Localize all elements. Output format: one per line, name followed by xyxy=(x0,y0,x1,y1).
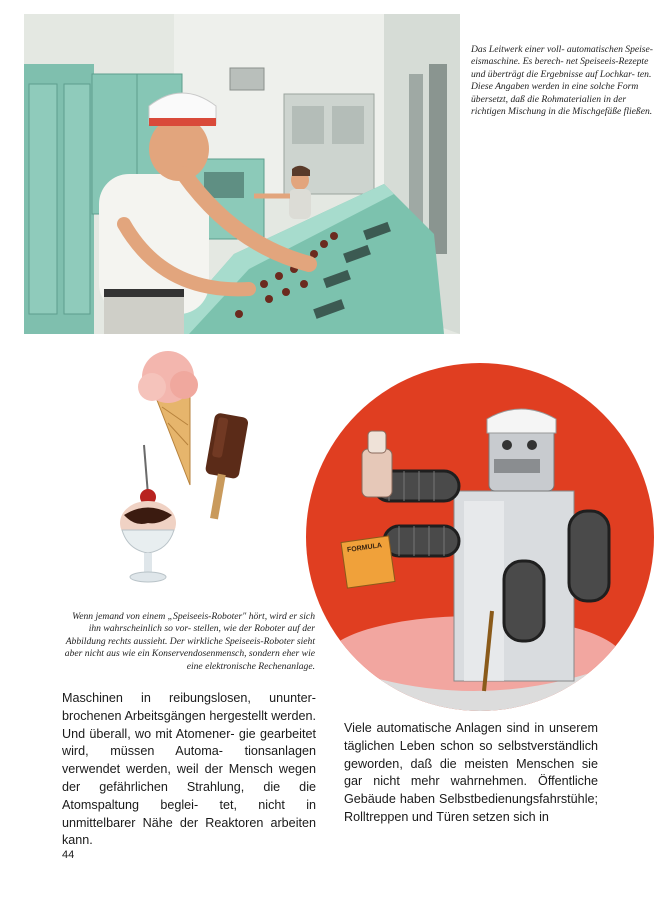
right-column-text: Viele automatische Anlagen sind in unserem täglichen Leben schon so selbstverständlich geworden, daß die meisten Menschen sie gar nicht mehr wahrnehmen. Öffentliche Gebäude haben Selbstbedienungsfahrstühle; Rolltreppen und Türen setzen sich in xyxy=(344,721,598,824)
ice-cream-illustration xyxy=(110,345,270,590)
middle-image-caption: Wenn jemand von einem „Speiseeis-Roboter" hört, wird er sich ihn wahrscheinlich so vor- stellen, wie der Roboter auf der Abbildung rechts aussieht. Der wirkliche Speiseeis-Roboter sieht aber nicht aus wie ein Konservendosenmensch, sondern eher wie eine elektronische Rechenanlage. xyxy=(64,611,315,672)
left-column-text: Maschinen in reibungslosen, ununter- brochenen Arbeitsgängen hergestellt werden. Und überall, wo mit Atomener- gie gearbeitet wird, müssen Automa- tionsanlagen verwendet werden, weil der Mensch wegen der gefährlichen Strahlung, die die Atomspaltung beglei- tet, nicht in unmittelbarer Nähe der Reaktoren arbeiten kann. xyxy=(62,691,316,848)
top-image-caption: Das Leitwerk einer voll- automatischen Speise- eismaschine. Es berech- net Speiseeis-Rezepte und überträgt die Ergebnisse auf Lochkar- ten. Diese Angaben werden in eine solche Form übersetzt, daß die Rohmaterialien in der richtigen Mischung in die Mischgefäße fließen. xyxy=(471,44,653,118)
page-number: 44 xyxy=(62,849,75,861)
ice-cream-robot-illustration xyxy=(304,361,656,713)
formula-card-label: FORMULA xyxy=(346,542,383,555)
control-room-illustration xyxy=(24,14,460,334)
